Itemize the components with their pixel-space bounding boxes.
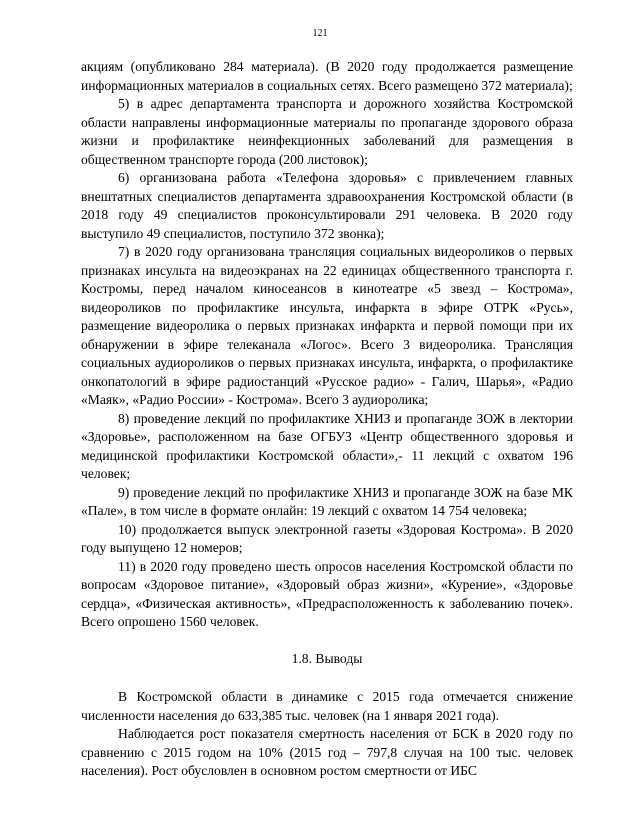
list-item-9: 9) проведение лекций по профилактике ХНИЗ и пропаганде ЗОЖ на базе МК «Пале», в том числе в формате онлайн: 19 лекций с охватом 14 754 человека; [81,484,573,518]
section-heading: 1.8. Выводы [291,650,363,666]
page-number: 121 [312,28,328,39]
conclusion-paragraph: Наблюдается рост показателя смертность населения от БСК в 2020 году по сравнению с 2015 годом на 10% (2015 год – 797,8 случая на 100 тыс. человек населения). Рост обусловлен в основном ростом смертности от ИБС [81,726,573,778]
list-item-5: 5) в адрес департамента транспорта и дорожного хозяйства Костромской области направлены информационные материалы по пропаганде здорового образа жизни и профилактике неинфекционных заболеваний для размещения в общественном транспорте города (200 листовок); [81,96,573,167]
conclusion-paragraph: В Костромской области в динамике с 2015 года отмечается снижение численности населения до 633,385 тыс. человек (на 1 января 2021 года). [81,689,573,723]
list-item-7: 7) в 2020 году организована трансляция социальных видеороликов о первых признаках инсульта на видеоэкранах на 22 единицах общественного транспорта г. Костромы, перед началом киносеансов в кинотеатре «5 звезд – Кострома», видеороликов по профилактике инсульта, инфаркта в эфире ОТРК «Русь», размещение видеоролика о первых признаках инфаркта и первой помощи при их обнаружении в эфире телеканала «Логос». Всего 3 видеоролика. Трансляция социальных аудиороликов о первых признаках инсульта, инфаркта, о профилактике онкопатологий в эфире радиостанций «Русское радио» - Галич, Шарья», «Радио «Маяк», «Радио России» - Кострома». Всего 3 аудиоролика; [81,244,573,407]
list-item-6: 6) организована работа «Телефона здоровья» с привлечением главных внештатных специалистов департамента здравоохранения Костромской области (в 2018 году 49 специалистов проконсультировали 291 человека. В 2020 году выступило 49 специалистов, поступило 372 звонка); [81,170,573,241]
document-body [81,58,573,781]
list-item-10: 10) продолжается выпуск электронной газеты «Здоровая Кострома». В 2020 году выпущено 12 номеров; [81,521,573,555]
paragraph-continuation: акциям (опубликовано 284 материала). (В 2020 году продолжается размещение информационных материалов в социальных сетях. Всего размещено 372 материала); [81,59,573,93]
list-item-11: 11) в 2020 году проведено шесть опросов населения Костромской области по вопросам «Здоровое питание», «Здоровый образ жизни», «Курение», «Здоровье сердца», «Физическая активность», «Предрасположенность к заболеванию почек». Всего опрошено 1560 человек. [81,558,573,629]
list-item-8: 8) проведение лекций по профилактике ХНИЗ и пропаганде ЗОЖ в лектории «Здоровье», расположенном на базе ОГБУЗ «Центр общественного здоровья и медицинской профилактики Костромской области»,- 11 лекций с охватом 196 человек; [81,410,573,481]
